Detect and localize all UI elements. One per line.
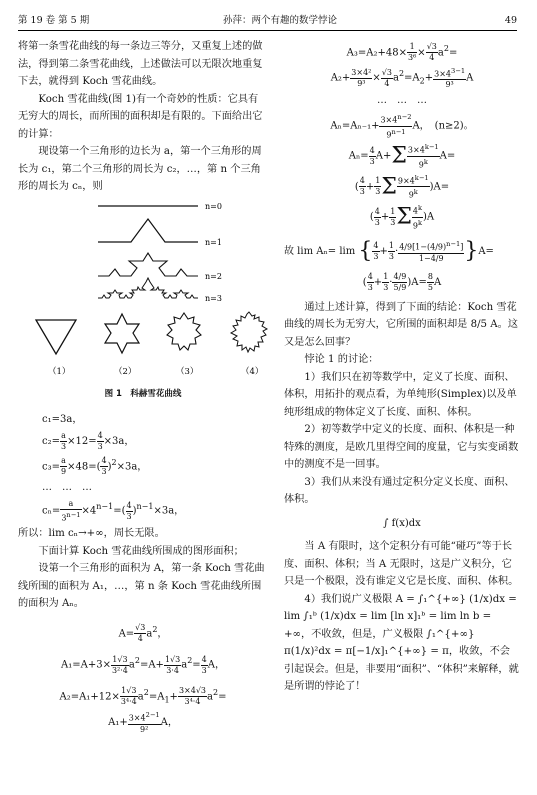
equation-lhs: A₃=A₂+48× xyxy=(346,47,407,59)
paragraph: 当 A 有限时，这个定积分有可能“碰巧”等于长度、面积、体积；当 A 无限时，这是广义积分，它只是一个极限，没有谁定义它是长度、面积、体积。 xyxy=(284,541,519,588)
paragraph: 4）我们说广义极限 A = ∫₁^{+∞} (1/x)dx = xyxy=(304,593,517,605)
equation-lhs: A₂+ xyxy=(330,72,351,84)
limit-label: 故 lim Aₙ= lim xyxy=(284,246,356,258)
koch-iterations-figure xyxy=(18,198,268,302)
dots: … … … xyxy=(42,481,92,493)
equation-lhs: A₂=A₁+12× xyxy=(59,690,120,702)
shape-label: （2） xyxy=(114,366,137,377)
paragraph: 将第一条雪花曲线的每一条边三等分，又重复上述的做法，得到第二条雪花曲线，上述做法可以无限次地重复下去，就得到 Koch 雪花曲线。 xyxy=(18,41,263,87)
paragraph: Koch 雪花曲线(图 1)有一个奇妙的性质：它具有无穷大的周长，而所围的面积却是有限的。下面给出它的计算： xyxy=(18,93,263,140)
equation-lhs: A= xyxy=(411,276,427,288)
equation-A2-cont: A₁+ $\frac{3\times 4^{2-1}}{\text{9²}}$ A， xyxy=(108,711,178,735)
equation-c1: c₁=3a， xyxy=(42,414,83,425)
integral-expression: ∫ f(x)dx xyxy=(383,517,421,529)
equation-lhs: cₙ= xyxy=(42,505,61,517)
n-label: n=1 xyxy=(205,237,222,247)
equation-An: Aₙ=Aₙ₋₁+ $\frac{3\times 4^{n-2}}{9^{n-1}}$ A， (n≥2)。 xyxy=(330,112,474,140)
snowflake-shape-4 xyxy=(231,312,267,352)
shape-label: （4） xyxy=(241,366,264,377)
equation-lhs: c₂= xyxy=(42,435,60,447)
figure-caption: 图 1 科赫雪花曲线 xyxy=(104,388,182,399)
journal-volume: 第 19 卷 第 5 期 xyxy=(18,15,90,26)
conclusion-perimeter: 所以：lim cₙ→+∞，周长无限。 xyxy=(18,528,165,540)
article-title: 孙萍：两个有趣的数学悖论 xyxy=(223,15,338,26)
header-rule xyxy=(18,30,517,31)
paragraph: 悖论 1 的讨论： xyxy=(304,354,379,366)
shape-label: （3） xyxy=(176,366,199,377)
equation-limit: 故 lim Aₙ= lim { $\frac{4}{3}$ + $\frac{1}{3}$ · $\frac{4/9[1-(4/9)^{n-1}]}{1-4/9}$ }A= xyxy=(284,238,494,264)
equation-A3-cont: A₂+ $\frac{\text{3×4²}}{\text{9³}}$ × $\frac{√3}{4}$ $a^2=A_2+$ $\frac{3\times 4^{3-1}}{\text{9³}}$ A xyxy=(330,66,474,90)
equation-lhs: A= xyxy=(118,628,135,640)
triangle-shape xyxy=(36,320,76,354)
equation-An-sum: Aₙ= $\frac{4}{3}$ A+Σ $\frac{3\times 4^{k-1}}{9^k}$ A= xyxy=(348,143,456,170)
paragraph: 下面计算 Koch 雪花曲线所围成的图形面积； xyxy=(38,545,244,557)
snowflake-shape-3 xyxy=(167,313,201,350)
equation-c3: c₃= $\frac{a}{9}$ ×48=( $\frac{4}{3}$ )$^2$×3a， xyxy=(42,455,148,476)
n-label: n=0 xyxy=(205,201,222,211)
paragraph: 2）初等数学中定义的长度、面积、体积是一种特殊的测度，是欧几里得空间的度量，它与实变函数中的测度不是一回事。 xyxy=(284,424,519,471)
paragraph: 现设第一个三角形的边长为 a，第一个三角形的周长为 c₁，第二个三角形的周长为 c₂，…，第 n 个三角形的周长为 cₙ，则 xyxy=(18,146,262,192)
star-shape xyxy=(105,314,139,353)
running-header xyxy=(18,8,517,30)
equation-lhs: Aₙ= xyxy=(348,150,369,162)
equation-result: ( $\frac{4}{3}$ + $\frac{1}{3}$ · $\frac{4/9}{5/9}$ )A= $\frac{8}{5}$ A xyxy=(362,271,442,292)
page-number: 49 xyxy=(504,15,517,26)
paragraph: lim ∫₁ᵇ (1/x)dx = lim [ln x]₁ᵇ = lim ln b = +∞，不收敛，但是，广义极限 ∫₁^{+∞} π(1/x)²dx = π[−1/x]₁^{+∞} = π，收敛，不会引起误会。但是，非要用“面积”、“体积”来解释，就是所谓的悖论了！ xyxy=(284,611,519,693)
equation-A1: A₁=A+3× $\frac{1√3}{\text{3²·4}}$ $a^2=A+$ $\frac{1√3}{3\cdot 4}$ $a^2=$ $\frac{4}{3}$ A， xyxy=(61,654,225,675)
paragraph: 3）我们从来没有通过定积分定义长度、面积、体积。 xyxy=(284,476,515,506)
n-label: n=2 xyxy=(205,271,222,281)
koch-line-n2 xyxy=(98,253,198,276)
equation-lhs: Aₙ=Aₙ₋₁+ xyxy=(330,120,380,132)
equation-lhs: c₃= xyxy=(42,460,60,472)
equation-lhs: A₁+ xyxy=(108,717,128,729)
shape-label: （1） xyxy=(48,366,71,377)
equation-A: A= $\frac{√3}{4}$ $a^2$， xyxy=(118,623,168,644)
paragraph: 1）我们只在初等数学中，定义了长度、面积、体积，用拓扑的观点看，为单纯形(Simplex)以及单纯形组成的物体定义了长度、面积、体积。 xyxy=(284,371,517,418)
equation-cn: cₙ= $\frac{a}{3^{n-1}}$ $\times 4^{n-1}=$( $\frac{4}{3}$ )$^{n-1}$×3a， xyxy=(42,498,185,523)
dots: … … … xyxy=(377,95,427,107)
koch-line-n1 xyxy=(98,219,198,242)
n-label: n=3 xyxy=(205,293,222,302)
paragraph: 通过上述计算，得到了下面的结论：Koch 雪花曲线的周长为无穷大，它所围的面积却是 8/5 A。这又是怎么回事？ xyxy=(284,301,518,348)
equation-A3: A₃=A₂+48× $\frac{1}{\text{3⁶}}$ × $\frac{√3}{4}$ $a^2=$ xyxy=(346,42,458,63)
equation-lhs: A₁=A+3× xyxy=(61,659,111,671)
equation-An-sum3: ( $\frac{4}{3}$ + $\frac{1}{3}$ Σ $\frac{4^k}{9^k}$ )A xyxy=(369,203,435,231)
equation-A2: A₂=A₁+12× $\frac{1√3}{\text{3⁴·4}}$ $a^2=A_1+$ $\frac{3\times 4√3}{\text{3⁴·4}}$ $a^2=$ xyxy=(59,685,227,706)
left-column xyxy=(18,38,268,737)
equation-c2: c₂= $\frac{a}{3}$ ×12= $\frac{4}{3}$ ×3a， xyxy=(42,430,135,451)
koch-line-n3 xyxy=(98,278,198,298)
right-column xyxy=(284,38,520,696)
koch-snowflakes-figure xyxy=(18,310,268,380)
paragraph: 设第一个三角形的面积为 A，第一条 Koch 雪花曲线所围的面积为 A₁，…，第 n 条 Koch 雪花曲线所围的面积为 Aₙ。 xyxy=(18,563,265,610)
equation-An-sum2: ( $\frac{4}{3}$ + $\frac{1}{3}$ Σ $\frac{9\times 4^{k-1}}{9^k}$ )A= xyxy=(354,173,450,200)
equation-tail: A， (n≥2)。 xyxy=(412,120,474,132)
